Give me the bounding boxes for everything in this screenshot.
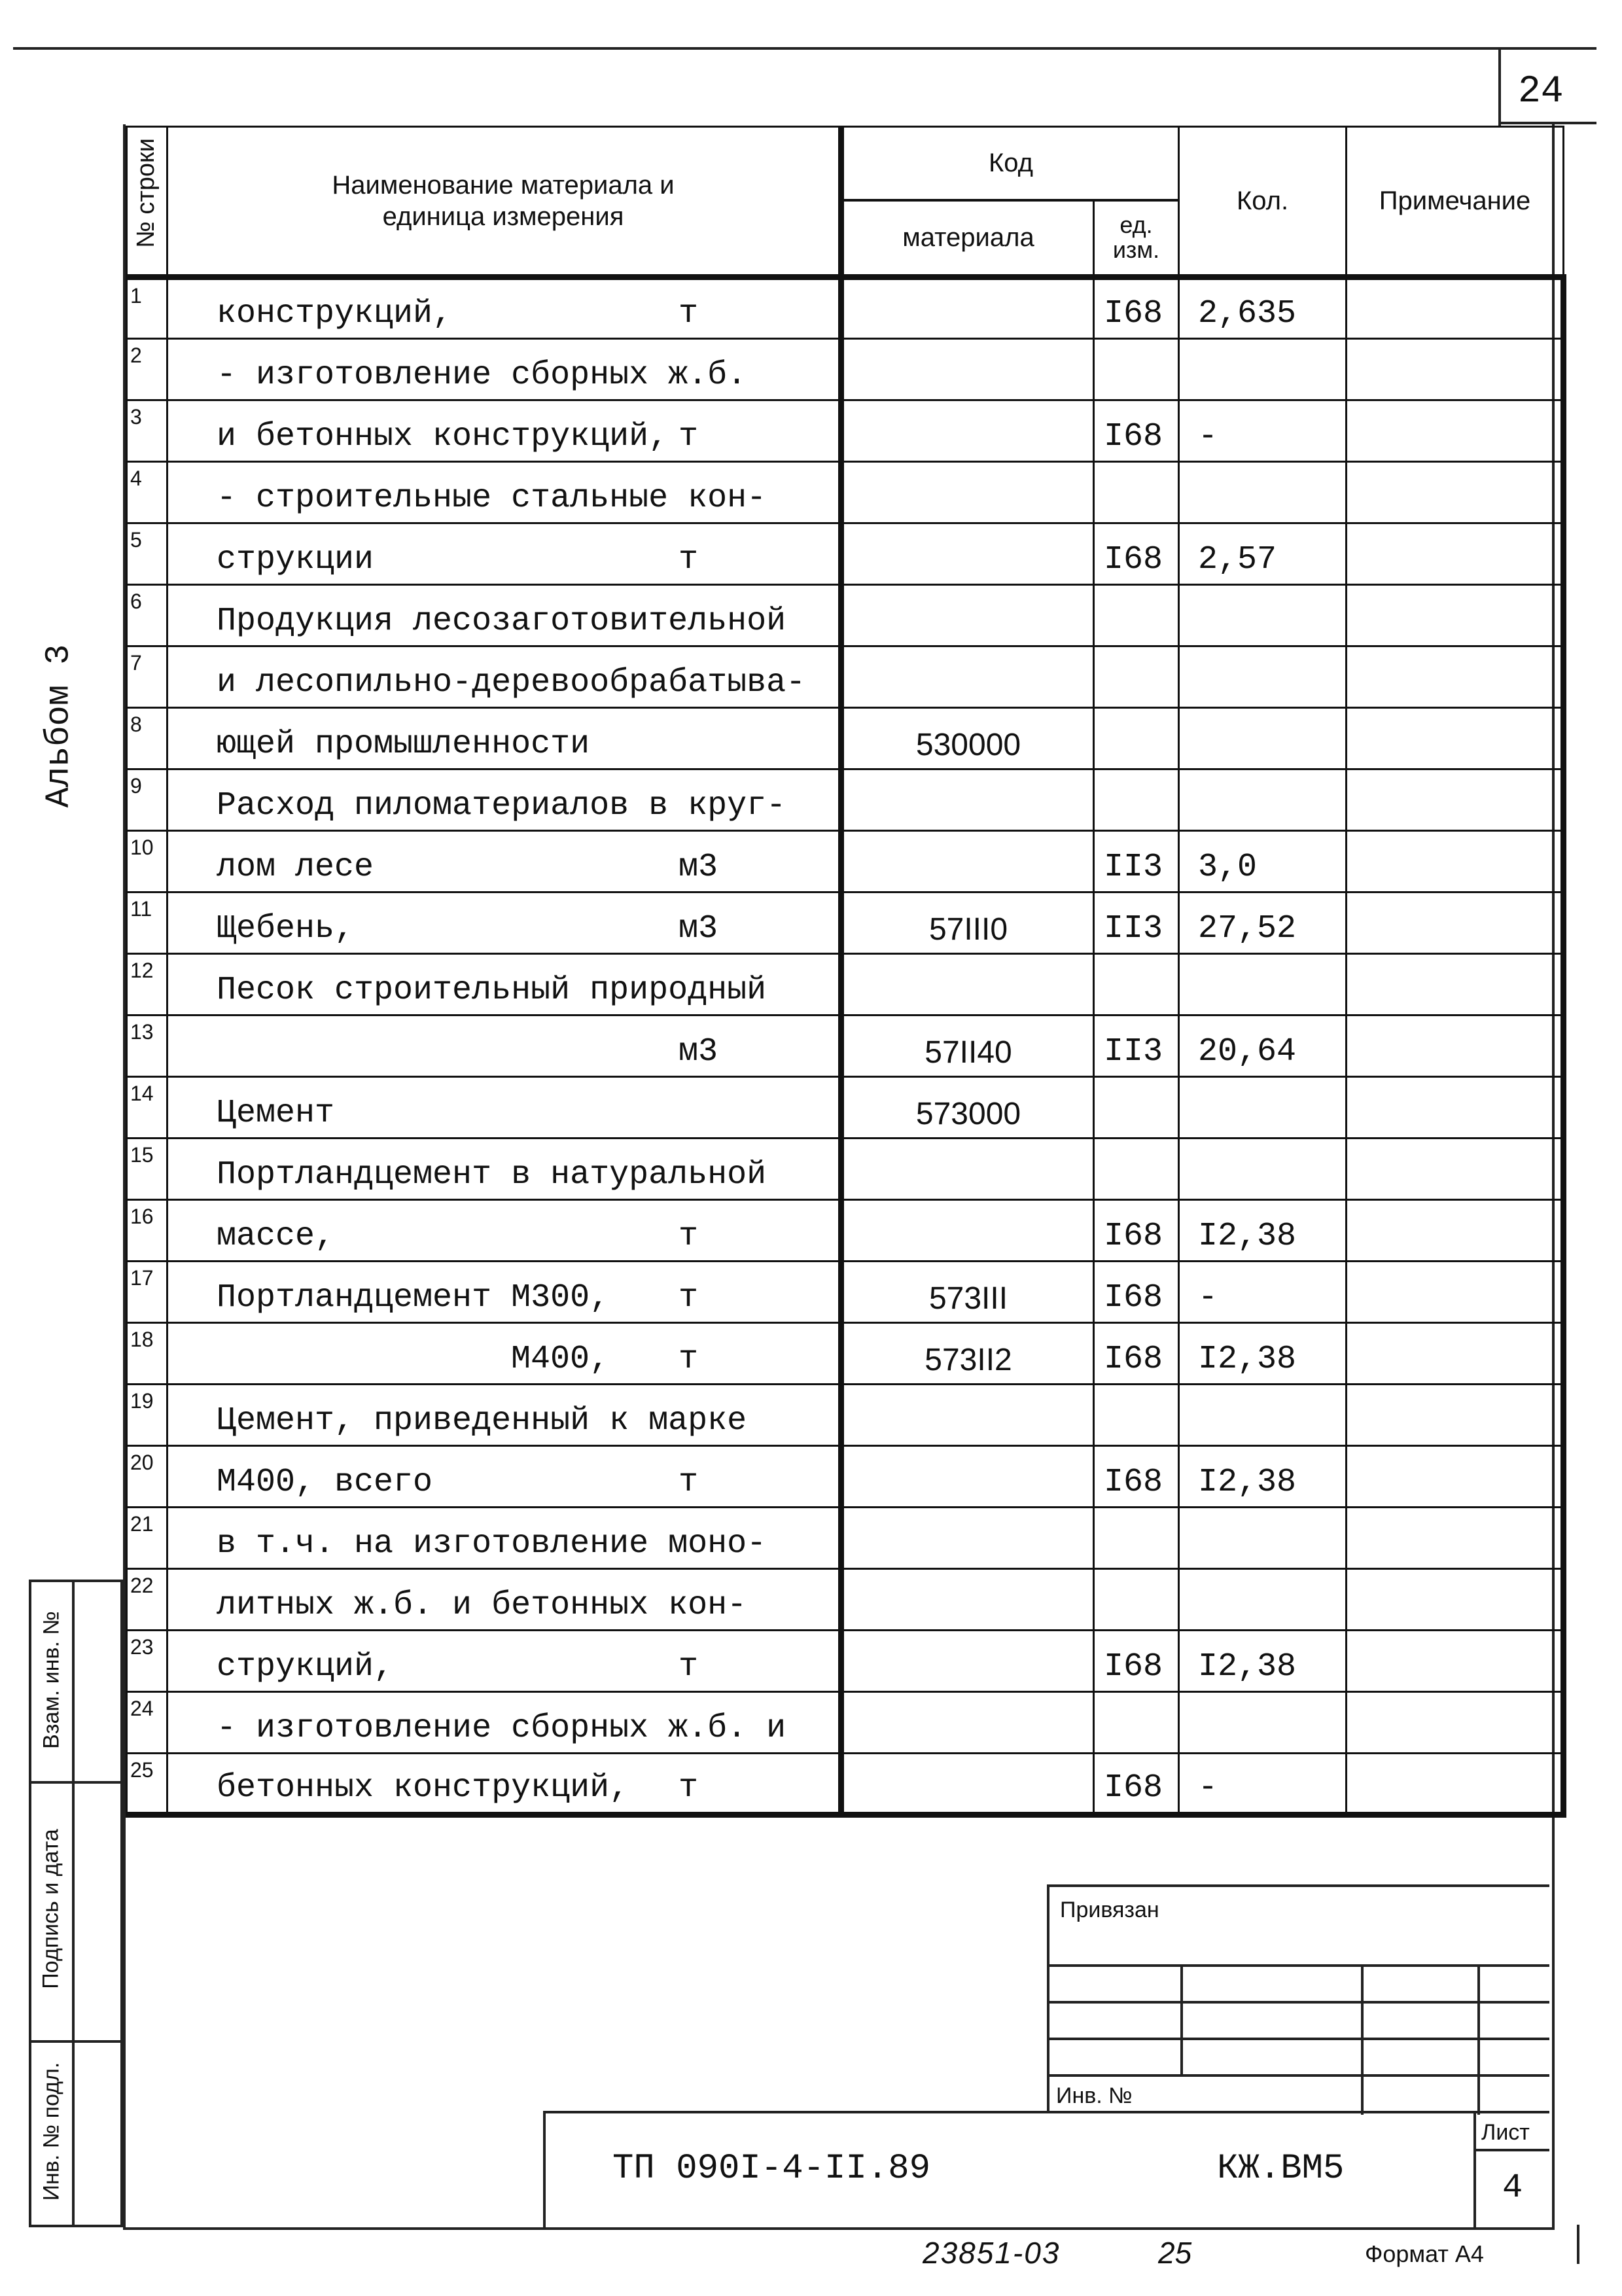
table-row: [127, 1508, 1564, 1569]
note: [1347, 400, 1564, 462]
material-name: [167, 1200, 841, 1262]
unit-code: I68: [1094, 1262, 1179, 1323]
note: [1347, 646, 1564, 708]
material-name-text: струкций,: [217, 1648, 394, 1686]
unit-code: I68: [1094, 1323, 1179, 1385]
unit-code: [1094, 1077, 1179, 1139]
material-name: [167, 277, 841, 339]
material-name: [167, 1446, 841, 1508]
unit-code: I68: [1094, 277, 1179, 339]
unit-code: [1094, 339, 1179, 400]
page-number-box: [1498, 47, 1501, 126]
table-row: [127, 1569, 1564, 1631]
material-name: [167, 1016, 841, 1077]
quantity: -: [1179, 400, 1347, 462]
unit-code: I68: [1094, 1631, 1179, 1692]
note: [1347, 1077, 1564, 1139]
row-number: 12: [127, 954, 167, 1016]
material-code: [841, 646, 1094, 708]
materials-table: [126, 126, 1566, 1818]
unit-label: м3: [679, 849, 718, 886]
row-number: 3: [127, 400, 167, 462]
row-number: 18: [127, 1323, 167, 1385]
material-code: [841, 400, 1094, 462]
unit-label: т: [679, 1769, 699, 1807]
material-code: 573II2: [841, 1323, 1094, 1385]
material-code: [841, 1139, 1094, 1200]
table-row: [127, 1692, 1564, 1754]
material-code: [841, 954, 1094, 1016]
qty-header: Кол.: [1179, 127, 1347, 277]
material-code: 573III: [841, 1262, 1094, 1323]
quantity: [1179, 1508, 1347, 1569]
note: [1347, 1262, 1564, 1323]
document-mark: КЖ.ВМ5: [1217, 2149, 1345, 2189]
privyazan-label: Привязан: [1060, 1898, 1159, 1922]
row-number: 6: [127, 585, 167, 646]
unit-label: т: [679, 418, 699, 455]
note: [1347, 1016, 1564, 1077]
material-name: [167, 523, 841, 585]
table-row: [127, 646, 1564, 708]
material-code: [841, 1569, 1094, 1631]
note: [1347, 769, 1564, 831]
podpis-data-label: Подпись и дата: [38, 1829, 63, 1989]
material-name: [167, 1323, 841, 1385]
material-code: [841, 1200, 1094, 1262]
material-code: [841, 585, 1094, 646]
note: [1347, 1692, 1564, 1754]
unit-code-header: ед. изм.: [1094, 200, 1179, 277]
unit-label: т: [679, 1218, 699, 1255]
table-row: [127, 1139, 1564, 1200]
material-code: [841, 339, 1094, 400]
note: [1347, 1139, 1564, 1200]
row-number: 17: [127, 1262, 167, 1323]
quantity: [1179, 585, 1347, 646]
row-number: 23: [127, 1631, 167, 1692]
note-header: Примечание: [1347, 127, 1564, 277]
table-row: [127, 1631, 1564, 1692]
unit-label: т: [679, 541, 699, 578]
material-name-text: - изготовление сборных ж.б. и: [217, 1710, 786, 1747]
table-row: [127, 708, 1564, 769]
vzam-inv-label: Взам. инв. №: [39, 1611, 64, 1749]
unit-code: [1094, 1508, 1179, 1569]
row-number: 24: [127, 1692, 167, 1754]
material-name: [167, 892, 841, 954]
unit-label: т: [679, 1464, 699, 1501]
unit-code: [1094, 646, 1179, 708]
quantity: [1179, 708, 1347, 769]
row-number: 21: [127, 1508, 167, 1569]
row-number: 20: [127, 1446, 167, 1508]
material-name: [167, 1631, 841, 1692]
material-name: [167, 1754, 841, 1815]
material-code: [841, 523, 1094, 585]
material-name: [167, 1262, 841, 1323]
table-row: [127, 462, 1564, 523]
table-row: [127, 277, 1564, 339]
quantity: I2,38: [1179, 1323, 1347, 1385]
material-name-text: Портландцемент в натуральной: [217, 1156, 767, 1193]
note: [1347, 1385, 1564, 1446]
material-code: [841, 277, 1094, 339]
quantity: [1179, 954, 1347, 1016]
unit-code: [1094, 769, 1179, 831]
material-code: [841, 831, 1094, 892]
unit-label: т: [679, 1279, 699, 1316]
note: [1347, 708, 1564, 769]
unit-code: [1094, 1385, 1179, 1446]
material-name-text: Цемент, приведенный к марке: [217, 1402, 747, 1439]
material-code: 57II40: [841, 1016, 1094, 1077]
quantity: [1179, 1692, 1347, 1754]
unit-code: II3: [1094, 892, 1179, 954]
material-name-text: Продукция лесозаготовительной: [217, 603, 786, 640]
material-name: [167, 708, 841, 769]
note: [1347, 1508, 1564, 1569]
row-number: 2: [127, 339, 167, 400]
code-header: Код: [841, 127, 1179, 200]
note: [1347, 523, 1564, 585]
right-margin-rule: [1577, 2225, 1579, 2264]
row-number: 15: [127, 1139, 167, 1200]
unit-code: [1094, 1569, 1179, 1631]
unit-code: I68: [1094, 1200, 1179, 1262]
title-block: [543, 2111, 1549, 2227]
quantity: [1179, 1077, 1347, 1139]
unit-label: т: [679, 1648, 699, 1686]
material-code: [841, 1631, 1094, 1692]
table-row: [127, 339, 1564, 400]
unit-code: [1094, 1692, 1179, 1754]
quantity: 3,0: [1179, 831, 1347, 892]
quantity: -: [1179, 1262, 1347, 1323]
material-name-text: в т.ч. на изготовление моно-: [217, 1525, 767, 1563]
table-row: [127, 1262, 1564, 1323]
material-name-text: Цемент: [217, 1095, 335, 1132]
note: [1347, 277, 1564, 339]
table-row: [127, 1446, 1564, 1508]
material-name-text: струкции: [217, 541, 374, 578]
note: [1347, 831, 1564, 892]
material-name-text: Песок строительный природный: [217, 972, 767, 1009]
material-code: [841, 1385, 1094, 1446]
material-name: [167, 769, 841, 831]
quantity: [1179, 646, 1347, 708]
note: [1347, 1754, 1564, 1815]
material-code: [841, 1754, 1094, 1815]
material-code: [841, 1446, 1094, 1508]
row-number: 8: [127, 708, 167, 769]
table-row: [127, 585, 1564, 646]
material-name-text: массе,: [217, 1218, 335, 1255]
unit-label: м3: [679, 1033, 718, 1070]
unit-label: т: [679, 295, 699, 332]
material-code-header: материала: [841, 200, 1094, 277]
material-name: [167, 954, 841, 1016]
material-name-text: Портландцемент М300,: [217, 1279, 610, 1316]
quantity: -: [1179, 1754, 1347, 1815]
material-name-text: М400, всего: [217, 1464, 433, 1501]
row-number: 19: [127, 1385, 167, 1446]
document-code: ТП 090I-4-II.89: [612, 2149, 931, 2189]
material-name-text: ющей промышленности: [217, 726, 590, 763]
table-row: [127, 1016, 1564, 1077]
sheet-number: 4: [1502, 2168, 1523, 2207]
page-number: 24: [1518, 71, 1564, 113]
note: [1347, 1200, 1564, 1262]
note: [1347, 892, 1564, 954]
material-name-text: и бетонных конструкций,: [217, 418, 669, 455]
note: [1347, 1569, 1564, 1631]
quantity: 2,635: [1179, 277, 1347, 339]
table-row: [127, 1077, 1564, 1139]
material-name-text: Щебень,: [217, 910, 355, 947]
note: [1347, 585, 1564, 646]
material-name: [167, 1385, 841, 1446]
table-row: [127, 831, 1564, 892]
note: [1347, 462, 1564, 523]
sheet-label: Лист: [1481, 2120, 1530, 2145]
name-header: Наименование материала и единица измерения: [167, 127, 841, 277]
material-name-text: и лесопильно-деревообрабатыва-: [217, 664, 806, 701]
row-number: 9: [127, 769, 167, 831]
archive-page: 25: [1158, 2236, 1192, 2270]
material-name-text: лом лесе: [217, 849, 374, 886]
material-name: [167, 646, 841, 708]
note: [1347, 1631, 1564, 1692]
material-name-text: - строительные стальные кон-: [217, 480, 767, 517]
material-code: [841, 769, 1094, 831]
material-code: [841, 462, 1094, 523]
row-number: 1: [127, 277, 167, 339]
unit-code: [1094, 585, 1179, 646]
material-code: [841, 1508, 1094, 1569]
unit-code: II3: [1094, 1016, 1179, 1077]
material-name-text: М400,: [511, 1341, 610, 1378]
row-number: 5: [127, 523, 167, 585]
row-number: 11: [127, 892, 167, 954]
unit-code: [1094, 708, 1179, 769]
quantity: I2,38: [1179, 1446, 1347, 1508]
unit-code: [1094, 1139, 1179, 1200]
material-code: 530000: [841, 708, 1094, 769]
material-name-text: Расход пиломатериалов в круг-: [217, 787, 786, 824]
top-rule: [13, 47, 1596, 50]
table-row: [127, 523, 1564, 585]
quantity: [1179, 339, 1347, 400]
row-number: 4: [127, 462, 167, 523]
table-row: [127, 1200, 1564, 1262]
note: [1347, 339, 1564, 400]
privyazan-block: [1047, 1884, 1549, 2113]
material-code: 57III0: [841, 892, 1094, 954]
material-name: [167, 1692, 841, 1754]
unit-code: [1094, 462, 1179, 523]
material-code: 573000: [841, 1077, 1094, 1139]
inv-podl-label: Инв. № подл.: [39, 2062, 64, 2201]
unit-code: I68: [1094, 523, 1179, 585]
material-name: [167, 585, 841, 646]
row-number: 22: [127, 1569, 167, 1631]
quantity: 27,52: [1179, 892, 1347, 954]
row-number: 25: [127, 1754, 167, 1815]
material-name: [167, 462, 841, 523]
material-name: [167, 1077, 841, 1139]
material-name-text: литных ж.б. и бетонных кон-: [217, 1587, 747, 1624]
row-number-header: № строки: [127, 127, 167, 277]
unit-code: I68: [1094, 1446, 1179, 1508]
row-number: 16: [127, 1200, 167, 1262]
quantity: 20,64: [1179, 1016, 1347, 1077]
material-name: [167, 1508, 841, 1569]
unit-code: [1094, 954, 1179, 1016]
table-row: [127, 1754, 1564, 1815]
quantity: 2,57: [1179, 523, 1347, 585]
unit-code: II3: [1094, 831, 1179, 892]
row-number: 14: [127, 1077, 167, 1139]
row-number: 13: [127, 1016, 167, 1077]
material-name-text: бетонных конструкций,: [217, 1769, 629, 1807]
table-row: [127, 1323, 1564, 1385]
album-label: Альбом 3: [39, 644, 79, 808]
material-name: [167, 831, 841, 892]
row-number: 7: [127, 646, 167, 708]
row-number: 10: [127, 831, 167, 892]
quantity: [1179, 1569, 1347, 1631]
unit-label: м3: [679, 910, 718, 947]
table-row: [127, 954, 1564, 1016]
quantity: [1179, 1139, 1347, 1200]
material-name: [167, 1569, 841, 1631]
quantity: I2,38: [1179, 1631, 1347, 1692]
unit-code: I68: [1094, 1754, 1179, 1815]
note: [1347, 954, 1564, 1016]
material-name: [167, 400, 841, 462]
quantity: I2,38: [1179, 1200, 1347, 1262]
table-row: [127, 1385, 1564, 1446]
quantity: [1179, 1385, 1347, 1446]
material-name: [167, 339, 841, 400]
note: [1347, 1323, 1564, 1385]
quantity: [1179, 769, 1347, 831]
side-stamp: [29, 1580, 123, 2227]
table-row: [127, 892, 1564, 954]
unit-label: т: [679, 1341, 699, 1378]
material-name-text: конструкций,: [217, 295, 453, 332]
table-row: [127, 400, 1564, 462]
archive-number: 23851-03: [923, 2236, 1061, 2270]
paper-format: Формат А4: [1365, 2240, 1484, 2267]
material-name-text: - изготовление сборных ж.б.: [217, 357, 747, 394]
table-row: [127, 769, 1564, 831]
unit-code: I68: [1094, 400, 1179, 462]
inv-no-label: Инв. №: [1056, 2083, 1133, 2108]
quantity: [1179, 462, 1347, 523]
note: [1347, 1446, 1564, 1508]
material-name: [167, 1139, 841, 1200]
material-code: [841, 1692, 1094, 1754]
